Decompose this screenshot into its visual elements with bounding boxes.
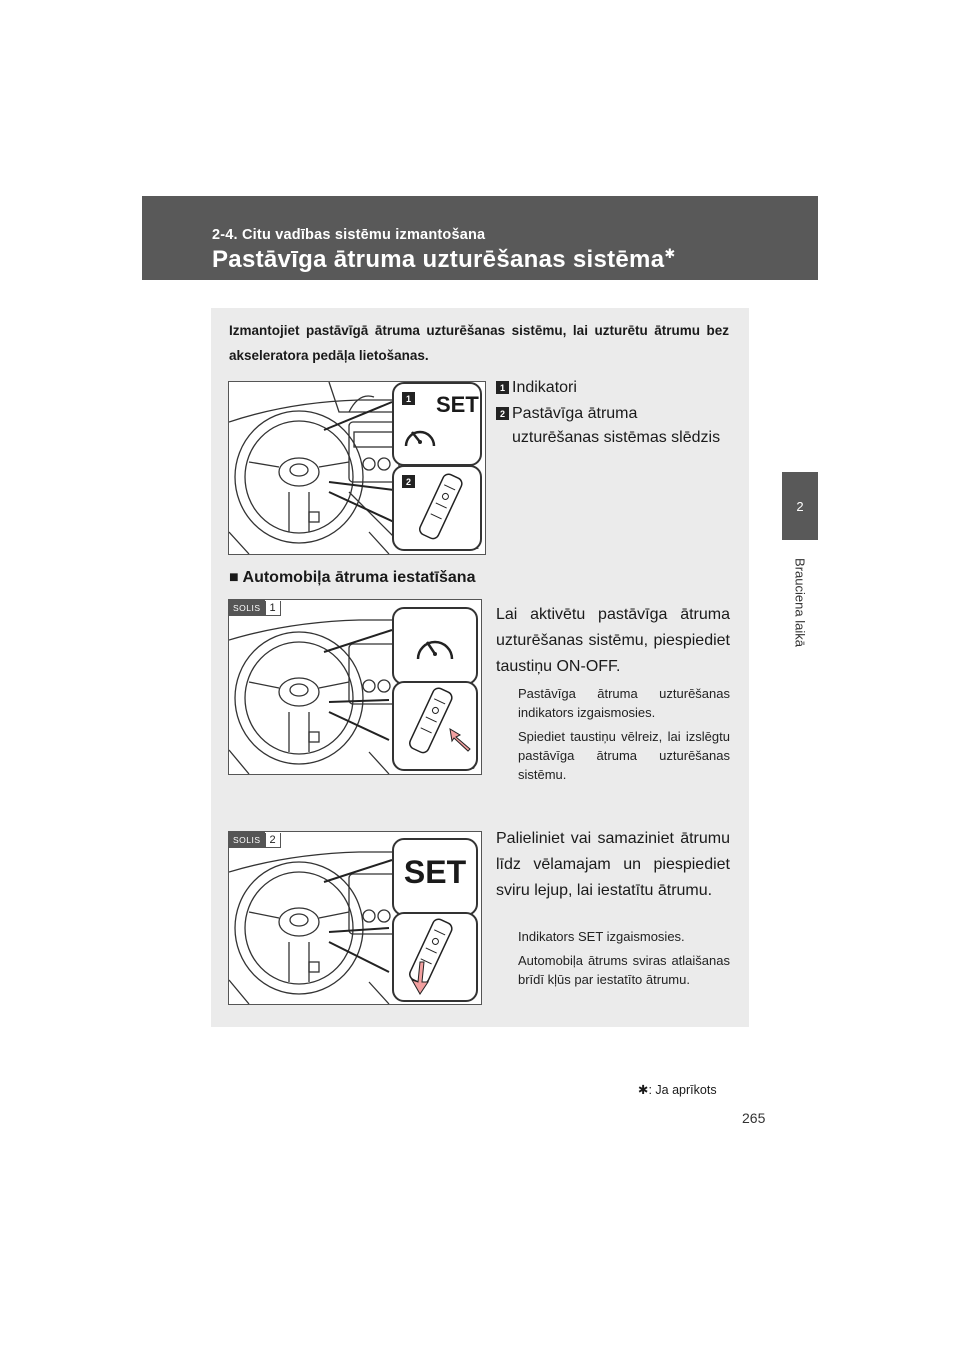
switch-callout <box>392 465 482 551</box>
cruise-lever-icon <box>394 683 476 769</box>
set-indicator: SET <box>403 854 467 890</box>
footnote-text: : Ja aprīkots <box>648 1082 717 1097</box>
legend-item <box>496 402 728 450</box>
step-1-text: Lai aktivētu pastāvīga ātruma uzturēšanas sistēmu, piespiediet taustiņu ON-OFF. <box>496 606 730 675</box>
step-1-note: Pastāvīga ātruma uzturēšanas indikators izgaismosies. <box>518 686 730 720</box>
switch-callout <box>392 912 478 1002</box>
indicator-callout <box>392 382 482 466</box>
chapter-tab-label-text: Brauciena laikā <box>792 558 808 647</box>
callout-number: 2 <box>402 475 415 488</box>
intro-text: Izmantojiet pastāvīgā ātruma uzturēšanas sistēmu, lai uzturētu ātrumu bez akseleratora pedāļa lietošanas. <box>229 323 729 363</box>
step-badge <box>229 832 281 848</box>
step-1-note: Spiediet taustiņu vēlreiz, lai izslēgtu pastāvīga ātruma uzturēšanas sistēmu. <box>518 729 730 782</box>
step-2-text: Palieliniet vai samaziniet ātrumu līdz vēlamajam un piespiediet sviru lejup, lai iestatītu ātrumu. <box>496 830 730 899</box>
cruise-indicator-icon <box>400 418 440 458</box>
chapter-tab-number: 2 <box>782 472 818 540</box>
subsection-heading: ■ Automobiļa ātruma iestatīšana <box>229 569 476 586</box>
step-2-note: Indikators SET izgaismosies. <box>518 929 685 944</box>
legend-item <box>496 376 728 400</box>
indicator-callout <box>392 838 478 916</box>
page-title <box>212 246 676 274</box>
indicator-callout <box>392 607 478 685</box>
step-word: SOLIS <box>229 600 265 616</box>
set-indicator: SET <box>436 392 479 417</box>
step-number: 1 <box>265 601 281 616</box>
legend-text: Indikatori <box>512 379 577 396</box>
legend <box>496 376 728 450</box>
asterisk-icon: ✱ <box>664 246 676 261</box>
step-2-note: Automobiļa ātrums sviras atlaišanas brīdī kļūs par iestatīto ātrumu. <box>518 953 730 987</box>
cruise-indicator-icon <box>394 609 476 683</box>
page-title-text: Pastāvīga ātruma uzturēšanas sistēma <box>212 246 665 273</box>
section-title: 2-4. Citu vadības sistēmu izmantošana <box>212 227 486 243</box>
cruise-lever-icon <box>394 914 476 1000</box>
footnote <box>638 1082 717 1097</box>
section-header <box>142 196 818 280</box>
step-number: 2 <box>265 833 281 848</box>
callout-number: 1 <box>402 392 415 405</box>
step-word: SOLIS <box>229 832 265 848</box>
asterisk-icon: ✱ <box>638 1083 649 1097</box>
legend-text: Pastāvīga ātruma uzturēšanas sistēmas slēdzis <box>512 405 721 446</box>
chapter-tab-label <box>782 545 818 685</box>
page-number: 265 <box>742 1110 766 1126</box>
legend-number: 2 <box>496 407 509 420</box>
legend-number: 1 <box>496 381 509 394</box>
switch-callout <box>392 681 478 771</box>
step-badge <box>229 600 281 616</box>
